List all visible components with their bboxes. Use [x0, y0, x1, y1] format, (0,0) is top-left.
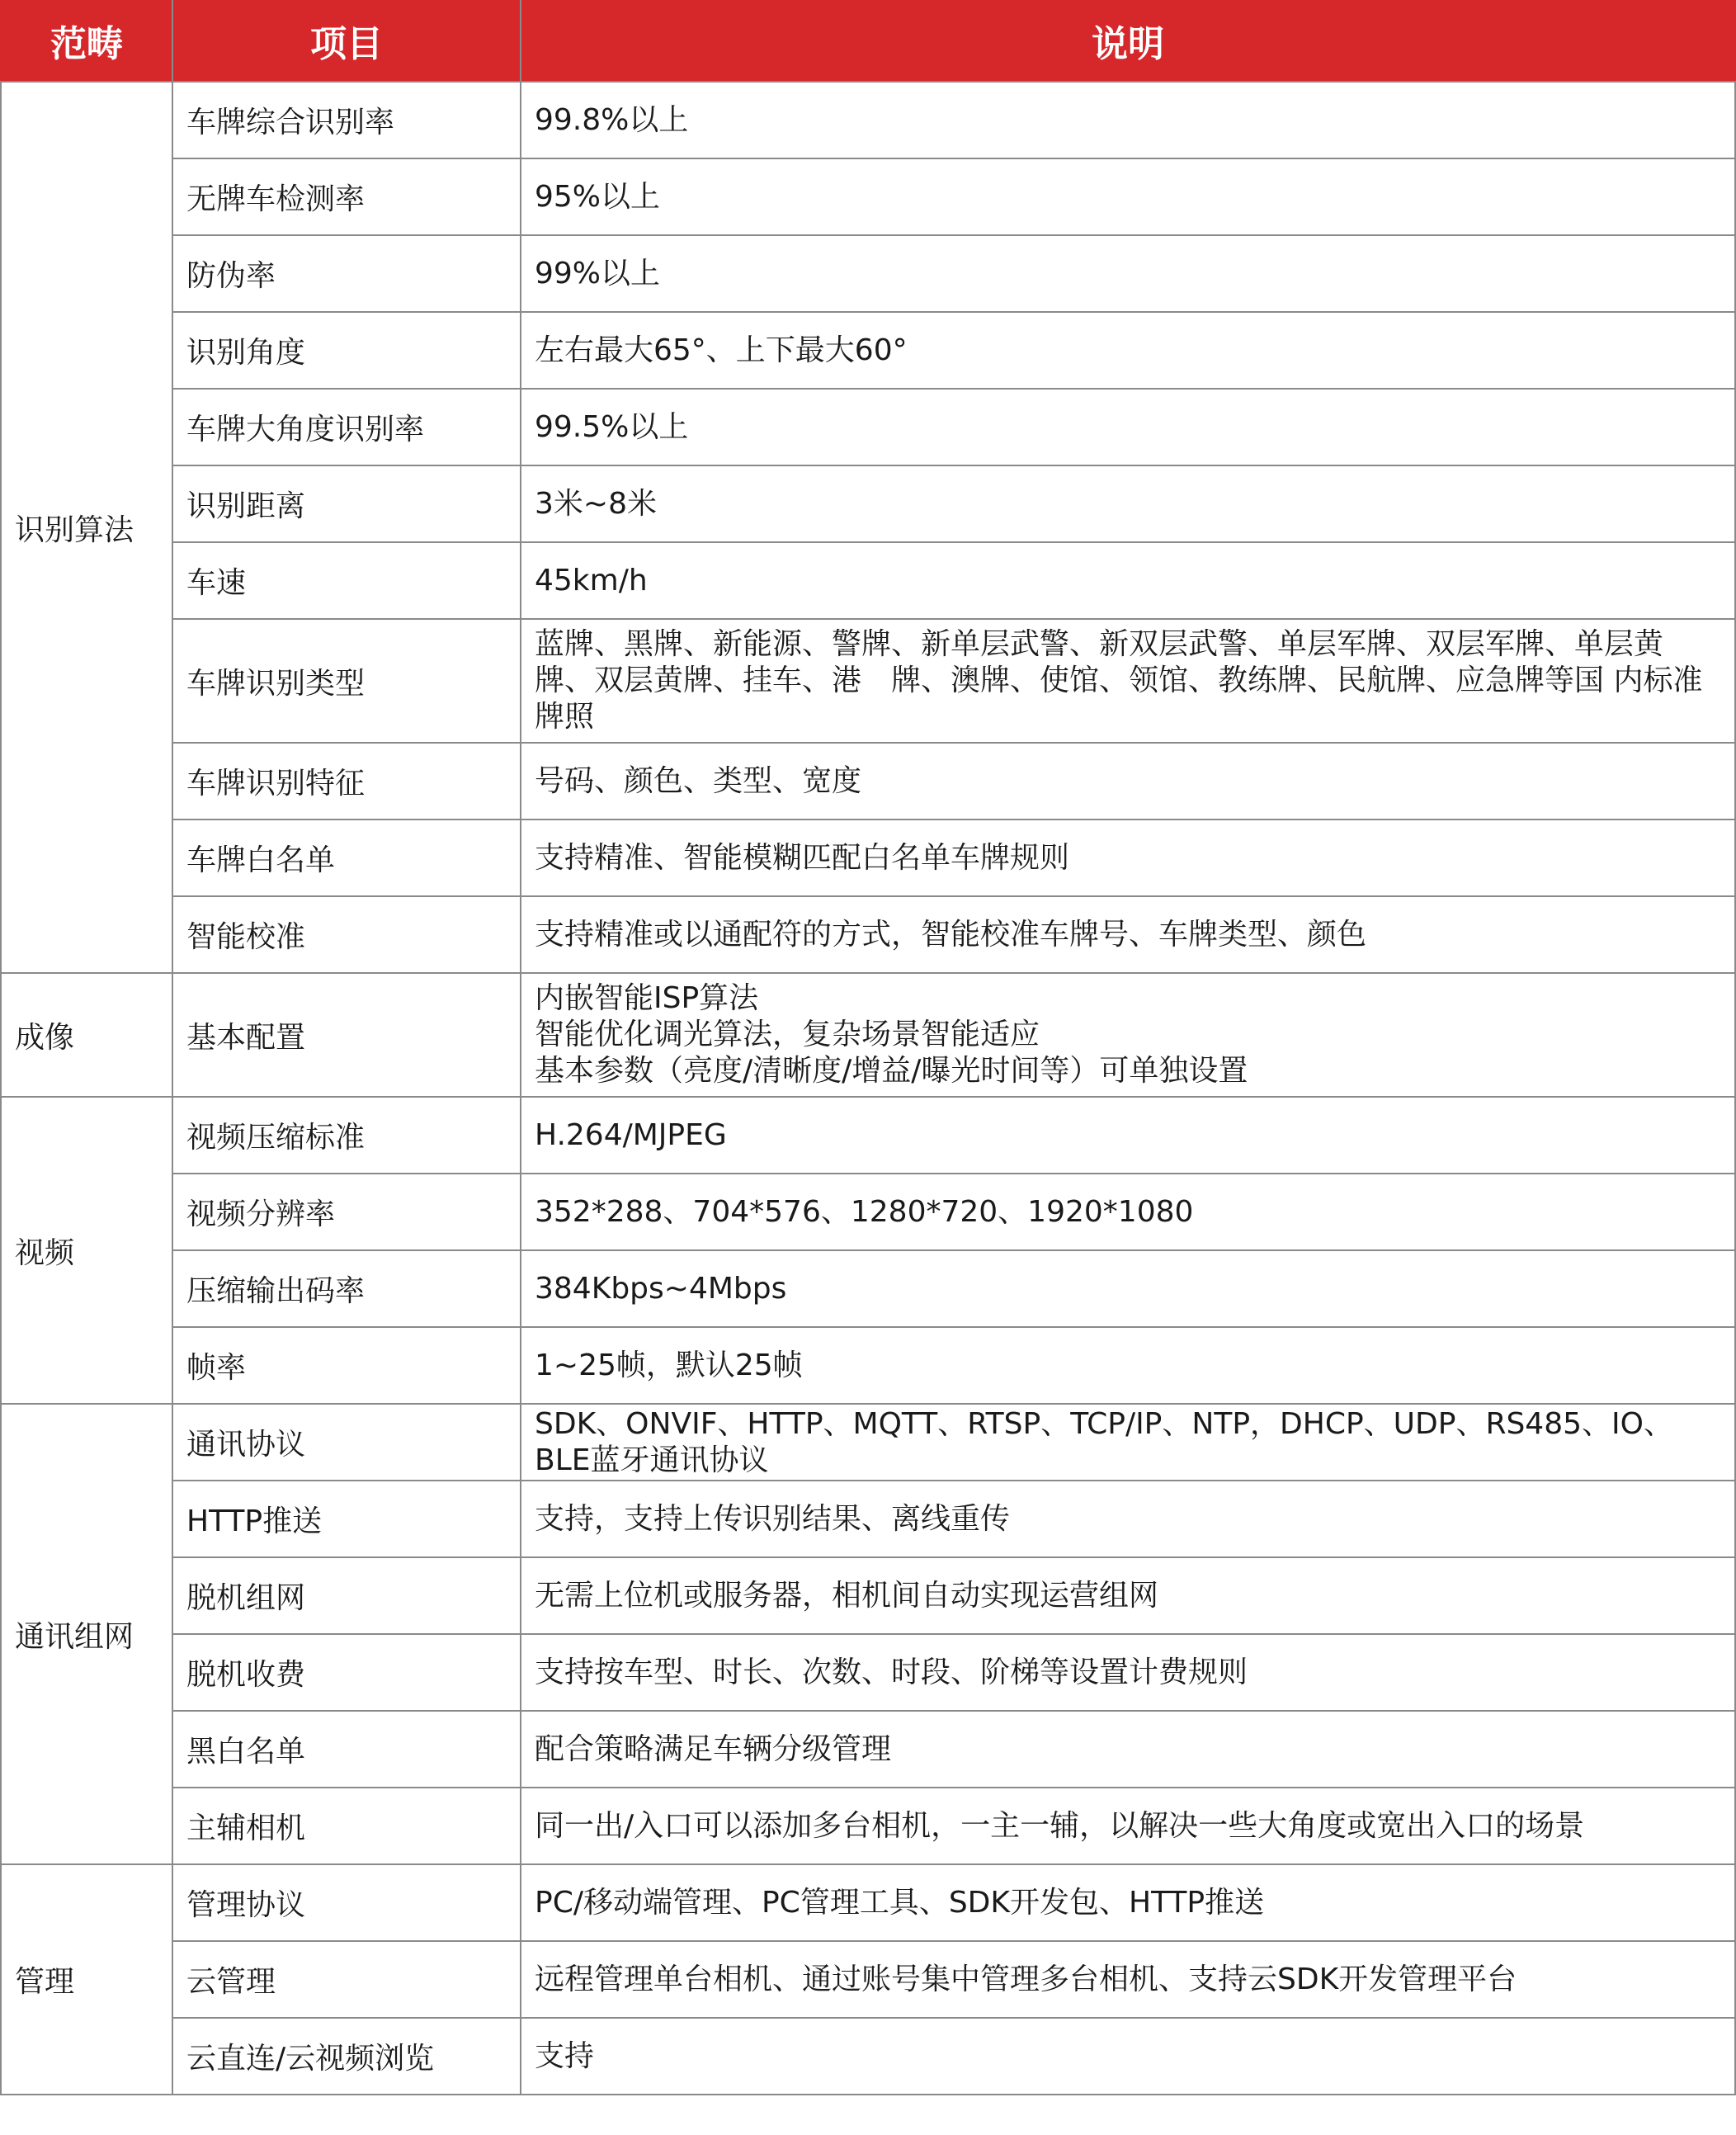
description-line: PC/移动端管理、PC管理工具、SDK开发包、HTTP推送	[535, 1885, 1265, 1920]
description-line: 无需上位机或服务器，相机间自动实现运营组网	[535, 1578, 1159, 1613]
description-line: 384Kbps~4Mbps	[535, 1271, 787, 1306]
category-cell: 通讯组网	[1, 1404, 172, 1864]
table-row	[1, 1711, 1735, 1788]
item-cell: 防伪率	[172, 235, 521, 312]
description-cell	[521, 1557, 1735, 1634]
description-line: 支持	[535, 2038, 595, 2073]
description-line: 号码、颜色、类型、宽度	[535, 763, 862, 798]
description-line: 蓝牌、黑牌、新能源、警牌、新单层武警、新双层武警、单层军牌、双层军牌、单层黄牌、双层黄牌、挂车、港 牌、澳牌、使馆、领馆、教练牌、民航牌、应急牌等国 内标准牌照	[535, 627, 1703, 734]
table-row	[1, 973, 1735, 1097]
description-line: 45km/h	[535, 563, 648, 598]
table-row	[1, 1557, 1735, 1634]
category-cell: 成像	[1, 973, 172, 1097]
item-cell: 帧率	[172, 1327, 521, 1404]
description-cell	[521, 1864, 1735, 1941]
item-cell: HTTP推送	[172, 1481, 521, 1557]
table-row	[1, 235, 1735, 312]
item-cell: 云管理	[172, 1941, 521, 2018]
description-cell	[521, 465, 1735, 542]
category-cell: 视频	[1, 1097, 172, 1404]
item-cell: 车牌综合识别率	[172, 82, 521, 158]
table-row	[1, 389, 1735, 465]
description-cell	[521, 1327, 1735, 1404]
description-line: 支持按车型、时长、次数、时段、阶梯等设置计费规则	[535, 1655, 1248, 1689]
table-row	[1, 1250, 1735, 1327]
description-cell	[521, 312, 1735, 389]
description-line: 同一出/入口可以添加多台相机，一主一辅，以解决一些大角度或宽出入口的场景	[535, 1808, 1585, 1843]
item-cell: 车牌识别特征	[172, 743, 521, 820]
item-cell: 基本配置	[172, 973, 521, 1097]
table-row	[1, 158, 1735, 235]
description-line: 支持精准、智能模糊匹配白名单车牌规则	[535, 840, 1070, 875]
item-cell: 车速	[172, 542, 521, 619]
description-line: 99.5%以上	[535, 409, 689, 444]
description-cell	[521, 820, 1735, 896]
item-cell: 通讯协议	[172, 1404, 521, 1481]
description-cell	[521, 82, 1735, 158]
header-item: 项目	[172, 0, 521, 82]
table-row	[1, 1404, 1735, 1481]
table-row	[1, 2018, 1735, 2095]
description-cell	[521, 1404, 1735, 1481]
description-line: 配合策略满足车辆分级管理	[535, 1731, 892, 1766]
table-row	[1, 820, 1735, 896]
description-cell	[521, 743, 1735, 820]
item-cell: 压缩输出码率	[172, 1250, 521, 1327]
table-row	[1, 82, 1735, 158]
description-line: 远程管理单台相机、通过账号集中管理多台相机、支持云SDK开发管理平台	[535, 1962, 1517, 1996]
table-row	[1, 542, 1735, 619]
description-cell	[521, 1711, 1735, 1788]
table-row	[1, 1481, 1735, 1557]
description-line: 左右最大65°、上下最大60°	[535, 333, 908, 367]
item-cell: 脱机收费	[172, 1634, 521, 1711]
item-cell: 黑白名单	[172, 1711, 521, 1788]
item-cell: 视频压缩标准	[172, 1097, 521, 1174]
table-row	[1, 1941, 1735, 2018]
description-cell	[521, 389, 1735, 465]
item-cell: 车牌大角度识别率	[172, 389, 521, 465]
table-row	[1, 1788, 1735, 1864]
table-row	[1, 1634, 1735, 1711]
header-description: 说明	[521, 0, 1735, 82]
item-cell: 主辅相机	[172, 1788, 521, 1864]
description-line: 智能优化调光算法，复杂场景智能适应	[535, 1018, 1040, 1051]
table-row	[1, 743, 1735, 820]
description-cell	[521, 619, 1735, 743]
item-cell: 云直连/云视频浏览	[172, 2018, 521, 2095]
description-cell	[521, 1481, 1735, 1557]
description-cell	[521, 1250, 1735, 1327]
description-line: 支持，支持上传识别结果、离线重传	[535, 1501, 1011, 1536]
item-cell: 车牌白名单	[172, 820, 521, 896]
description-line: 99%以上	[535, 256, 661, 290]
table-row	[1, 1097, 1735, 1174]
category-cell: 管理	[1, 1864, 172, 2095]
description-cell	[521, 1097, 1735, 1174]
description-cell	[521, 235, 1735, 312]
description-line: 352*288、704*576、1280*720、1920*1080	[535, 1194, 1194, 1229]
description-line: 3米~8米	[535, 486, 657, 521]
description-line: 支持精准或以通配符的方式，智能校准车牌号、车牌类型、颜色	[535, 917, 1367, 952]
description-cell	[521, 973, 1735, 1097]
table-row	[1, 896, 1735, 973]
item-cell: 车牌识别类型	[172, 619, 521, 743]
description-line: 内嵌智能ISP算法	[535, 981, 759, 1015]
description-cell	[521, 1788, 1735, 1864]
header-row	[1, 0, 1735, 82]
table-row	[1, 619, 1735, 743]
item-cell: 识别角度	[172, 312, 521, 389]
description-line: H.264/MJPEG	[535, 1117, 727, 1152]
description-cell	[521, 1941, 1735, 2018]
header-category: 范畴	[1, 0, 172, 82]
description-line: 1~25帧，默认25帧	[535, 1348, 803, 1382]
description-line: 99.8%以上	[535, 102, 689, 137]
description-cell	[521, 1174, 1735, 1250]
category-cell: 识别算法	[1, 82, 172, 973]
table-row	[1, 1327, 1735, 1404]
spec-body	[1, 82, 1735, 2095]
item-cell: 智能校准	[172, 896, 521, 973]
table-row	[1, 1864, 1735, 1941]
table-row	[1, 465, 1735, 542]
description-cell	[521, 2018, 1735, 2095]
description-cell	[521, 1634, 1735, 1711]
table-row	[1, 1174, 1735, 1250]
description-line: 基本参数（亮度/清晰度/增益/曝光时间等）可单独设置	[535, 1054, 1248, 1088]
description-cell	[521, 542, 1735, 619]
table-row	[1, 312, 1735, 389]
item-cell: 识别距离	[172, 465, 521, 542]
description-cell	[521, 158, 1735, 235]
item-cell: 管理协议	[172, 1864, 521, 1941]
description-cell	[521, 896, 1735, 973]
item-cell: 脱机组网	[172, 1557, 521, 1634]
item-cell: 视频分辨率	[172, 1174, 521, 1250]
item-cell: 无牌车检测率	[172, 158, 521, 235]
description-line: 95%以上	[535, 179, 661, 214]
description-line: SDK、ONVIF、HTTP、MQTT、RTSP、TCP/IP、NTP，DHCP、UDP、RS485、IO、BLE蓝牙通讯协议	[535, 1406, 1673, 1477]
